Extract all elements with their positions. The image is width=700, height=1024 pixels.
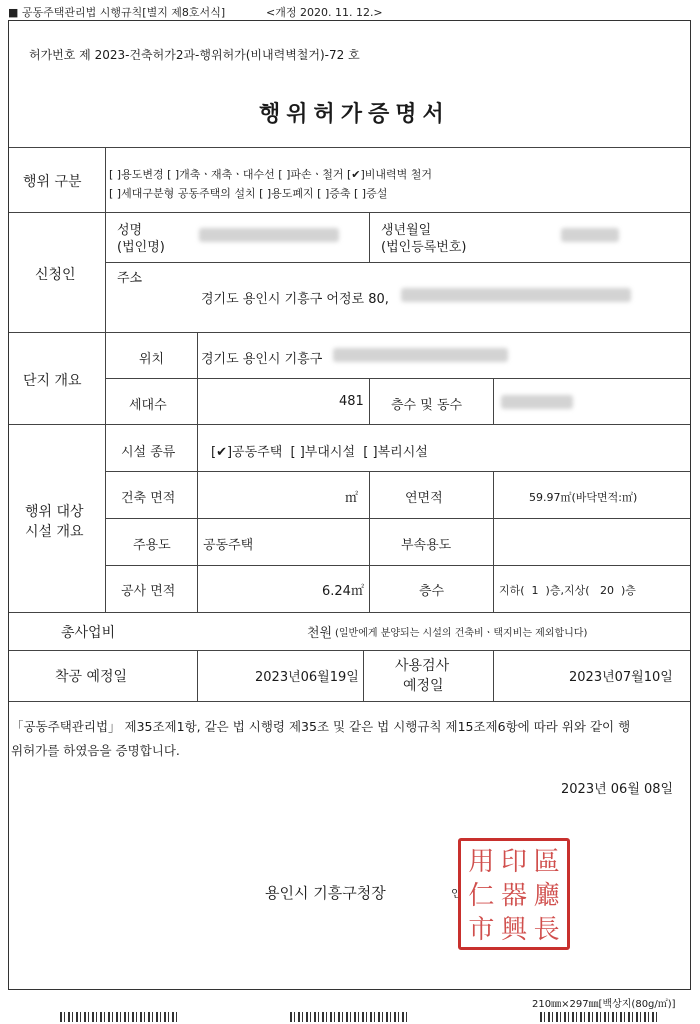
issue-date: 2023년 06월 08일 bbox=[561, 782, 674, 797]
barcode bbox=[290, 1012, 410, 1022]
certification-line-2: 위허가를 하였음을 증명합니다. bbox=[11, 743, 180, 758]
form-reference: ■ 공동주택관리법 시행규칙[별지 제8호서식] bbox=[8, 6, 226, 19]
start-date-value: 2023년06월19일 bbox=[255, 670, 359, 685]
cost-note: (일반에게 분양되는 시설의 건축비ㆍ택지비는 제외합니다) bbox=[335, 628, 588, 639]
divider bbox=[369, 471, 370, 612]
building-area-unit: ㎡ bbox=[345, 491, 359, 506]
households-label: 세대수 bbox=[129, 398, 167, 413]
action-type-options-2: [ ]세대구분형 공동주택의 설치 [ ]용도폐지 [ ]증축 [ ]증설 bbox=[109, 187, 388, 200]
certificate-frame bbox=[8, 20, 691, 990]
start-date-label: 착공 예정일 bbox=[55, 669, 128, 685]
work-area-label: 공사 면적 bbox=[121, 584, 176, 599]
divider bbox=[363, 650, 364, 701]
certification-line-1: 「공동주택관리법」 제35조제1항, 같은 법 시행령 제35조 및 같은 법 시행규칙 제15조제6항에 따라 위와 같이 행 bbox=[11, 719, 631, 734]
barcode bbox=[540, 1012, 660, 1022]
divider bbox=[105, 378, 690, 379]
divider bbox=[9, 650, 690, 651]
divider bbox=[9, 612, 690, 613]
floor-building-label: 층수 및 동수 bbox=[391, 398, 463, 413]
divider bbox=[493, 471, 494, 612]
facility-label-sub: 시설 개요 bbox=[25, 524, 84, 540]
barcode bbox=[60, 1012, 180, 1022]
main-use-value: 공동주택 bbox=[203, 538, 254, 553]
divider bbox=[369, 378, 370, 424]
cost-value: 천원 bbox=[307, 626, 333, 641]
seal-mark: 인 bbox=[451, 887, 462, 900]
official-seal: 用 印 區 仁 器 廳 市 興 長 bbox=[458, 838, 570, 950]
divider bbox=[197, 332, 198, 612]
action-type-options-1: [ ]용도변경 [ ]개축ㆍ재축ㆍ대수선 [ ]파손ㆍ철거 [✔]비내력벽 철거 bbox=[109, 168, 433, 181]
birth-label-sub: (법인등록번호) bbox=[381, 240, 467, 255]
inspection-date-label-sub: 예정일 bbox=[403, 678, 444, 694]
households-value: 481 bbox=[339, 394, 364, 409]
name-label-sub: (법인명) bbox=[117, 240, 165, 255]
divider bbox=[105, 565, 690, 566]
applicant-label: 신청인 bbox=[35, 267, 76, 283]
divider bbox=[9, 332, 690, 333]
inspection-date-label: 사용검사 bbox=[395, 658, 450, 674]
facility-type-label: 시설 종류 bbox=[121, 445, 176, 460]
facility-label: 행위 대상 bbox=[25, 504, 84, 520]
divider bbox=[105, 147, 106, 612]
sub-use-label: 부속용도 bbox=[401, 538, 452, 553]
total-area-label: 연면적 bbox=[405, 491, 443, 506]
floors-label: 층수 bbox=[419, 584, 445, 599]
address-value: 경기도 용인시 기흥구 어정로 80, bbox=[201, 292, 389, 307]
building-area-label: 건축 면적 bbox=[121, 491, 176, 506]
floors-value: 지하( 1 )층,지상( 20 )층 bbox=[499, 584, 636, 597]
paper-spec: 210㎜×297㎜[백상지(80g/㎡)] bbox=[532, 999, 676, 1010]
location-label: 위치 bbox=[139, 352, 165, 367]
redacted-floor-building bbox=[501, 395, 573, 409]
divider bbox=[369, 212, 370, 262]
divider bbox=[105, 518, 690, 519]
birth-label: 생년월일 bbox=[381, 223, 432, 238]
main-use-label: 주용도 bbox=[133, 538, 171, 553]
divider bbox=[105, 262, 690, 263]
redacted-location bbox=[333, 348, 508, 362]
redacted-birth bbox=[561, 228, 619, 242]
divider bbox=[9, 424, 690, 425]
location-value: 경기도 용인시 기흥구 bbox=[201, 352, 323, 367]
divider bbox=[9, 701, 690, 702]
divider bbox=[493, 650, 494, 701]
total-area-value: 59.97㎡(바닥면적:㎡) bbox=[529, 491, 638, 504]
issuer-name: 용인시 기흥구청장 bbox=[265, 884, 386, 902]
divider bbox=[197, 650, 198, 701]
name-label: 성명 bbox=[117, 223, 143, 238]
address-label: 주소 bbox=[117, 271, 143, 286]
redacted-address bbox=[401, 288, 631, 302]
divider bbox=[105, 471, 690, 472]
inspection-date-value: 2023년07월10일 bbox=[569, 670, 673, 685]
divider bbox=[9, 212, 690, 213]
permit-number: 허가번호 제 2023-건축허가2과-행위허가(비내력벽철거)-72 호 bbox=[29, 48, 360, 62]
complex-label: 단지 개요 bbox=[23, 373, 82, 389]
action-type-label: 행위 구분 bbox=[23, 174, 82, 190]
cost-label: 총사업비 bbox=[61, 625, 116, 641]
facility-type-value: [✔]공동주택 [ ]부대시설 [ ]복리시설 bbox=[211, 445, 428, 460]
document-title: 행위허가증명서 bbox=[259, 102, 450, 127]
divider bbox=[493, 378, 494, 424]
revision-note: <개정 2020. 11. 12.> bbox=[266, 6, 383, 19]
redacted-name bbox=[199, 228, 339, 242]
divider bbox=[9, 147, 690, 148]
work-area-value: 6.24㎡ bbox=[322, 584, 364, 599]
